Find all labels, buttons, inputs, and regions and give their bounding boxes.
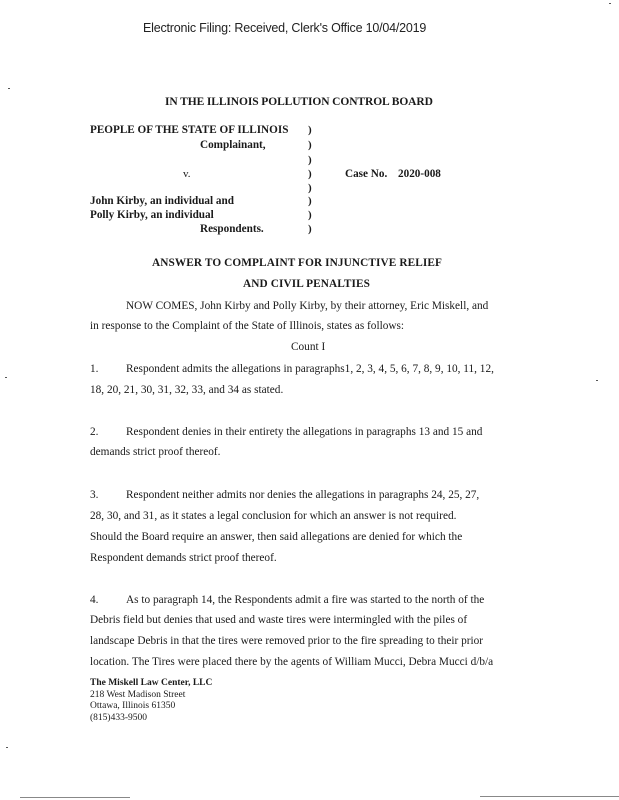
caption-paren: ) — [308, 209, 312, 221]
respondents-label: Respondents. — [200, 223, 264, 235]
count-heading: Count I — [291, 341, 326, 353]
paragraph-4-line: Debris field but denies that used and waste tires were intermingled with the piles of — [90, 614, 468, 626]
paragraph-3-line: Should the Board require an answer, then said allegations are denied for which the — [90, 531, 463, 543]
paragraph-1-line: 18, 20, 21, 30, 31, 32, 33, and 34 as stated. — [90, 384, 284, 396]
caption-paren: ) — [308, 168, 312, 180]
scan-edge-line — [480, 796, 619, 797]
case-number-label: Case No. — [345, 168, 388, 180]
filing-stamp: Electronic Filing: Received, Clerk's Office 10/04/2019 — [143, 21, 427, 35]
scan-edge-line — [20, 797, 130, 798]
respondent-1: John Kirby, an individual and — [90, 195, 234, 207]
paragraph-1-number: 1. — [90, 363, 99, 375]
scan-speck — [609, 3, 611, 4]
paragraph-3-line: Respondent demands strict proof thereof. — [90, 552, 277, 564]
caption-paren: ) — [308, 124, 312, 136]
paragraph-3-line: 28, 30, and 31, as it states a legal conclusion for which an answer is not required. — [90, 510, 457, 522]
respondent-2: Polly Kirby, an individual — [90, 209, 214, 221]
scan-speck — [5, 377, 7, 378]
footer-street: 218 West Madison Street — [90, 690, 186, 700]
versus-label: v. — [183, 168, 191, 180]
paragraph-4-line: landscape Debris in that the tires were removed prior to the fire spreading to their prior — [90, 635, 484, 647]
caption-paren: ) — [308, 195, 312, 207]
paragraph-4-number: 4. — [90, 594, 99, 606]
document-title-line-2: AND CIVIL PENALTIES — [243, 278, 371, 290]
case-number: 2020-008 — [398, 168, 441, 180]
paragraph-4-line: As to paragraph 14, the Respondents admit a fire was started to the north of the — [126, 594, 485, 606]
paragraph-2-line: demands strict proof thereof. — [90, 446, 221, 458]
caption-paren: ) — [308, 154, 312, 166]
paragraph-1-line: Respondent admits the allegations in paragraphs1, 2, 3, 4, 5, 6, 7, 8, 9, 10, 11, 12, — [126, 363, 494, 375]
scan-speck — [8, 88, 10, 89]
intro-line-1: NOW COMES, John Kirby and Polly Kirby, by their attorney, Eric Miskell, and — [126, 300, 489, 312]
paragraph-4-line: location. The Tires were placed there by the agents of William Mucci, Debra Mucci d/b/a — [90, 656, 494, 668]
paragraph-3-number: 3. — [90, 489, 99, 501]
document-title-line-1: ANSWER TO COMPLAINT FOR INJUNCTIVE RELIEF — [152, 257, 443, 269]
caption-paren: ) — [308, 182, 312, 194]
caption-paren: ) — [308, 139, 312, 151]
scan-speck — [596, 380, 598, 381]
footer-firm-name: The Miskell Law Center, LLC — [90, 678, 213, 688]
complainant-label: Complainant, — [200, 139, 266, 151]
intro-line-2: in response to the Complaint of the State of Illinois, states as follows: — [90, 320, 405, 332]
footer-phone: (815)433-9500 — [90, 713, 147, 723]
caption-paren: ) — [308, 223, 312, 235]
paragraph-3-line: Respondent neither admits nor denies the allegations in paragraphs 24, 25, 27, — [126, 489, 480, 501]
court-heading: IN THE ILLINOIS POLLUTION CONTROL BOARD — [165, 96, 433, 108]
plaintiff-name: PEOPLE OF THE STATE OF ILLINOIS — [90, 124, 289, 136]
paragraph-2-number: 2. — [90, 426, 99, 438]
paragraph-2-line: Respondent denies in their entirety the allegations in paragraphs 13 and 15 and — [126, 426, 483, 438]
scan-speck — [6, 747, 8, 748]
footer-city: Ottawa, Illinois 61350 — [90, 701, 176, 711]
